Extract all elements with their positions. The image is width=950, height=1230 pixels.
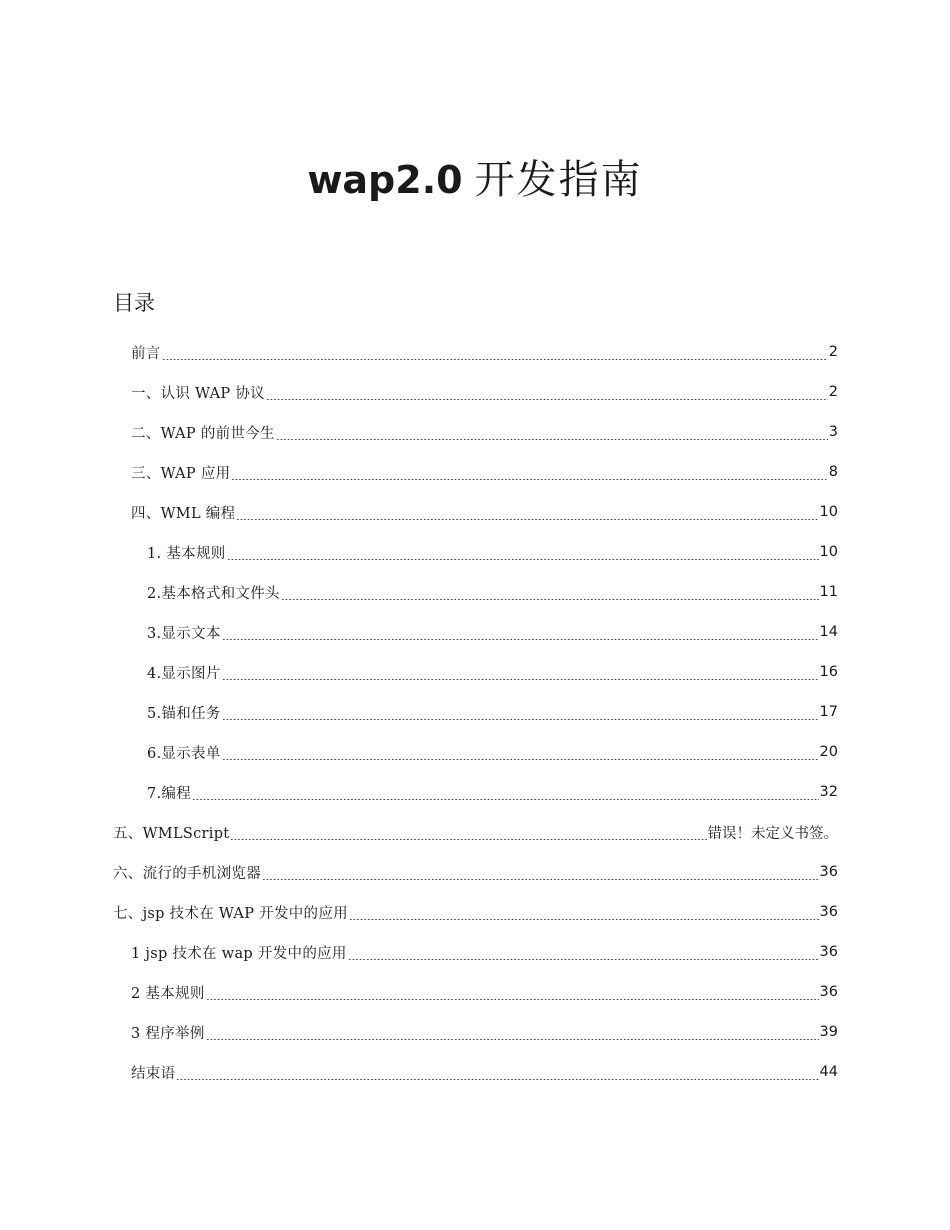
toc-leader-dots (176, 1079, 818, 1080)
toc-entry-label: 2.基本格式和文件头 (147, 585, 280, 602)
toc-leader-dots (162, 359, 828, 360)
toc-entry-label: 七、jsp 技术在 WAP 开发中的应用 (113, 905, 348, 922)
toc-heading: 目录 (113, 291, 155, 315)
toc-entry-page: 36 (819, 864, 838, 880)
toc-entry-page: 10 (819, 544, 838, 560)
toc-entry[interactable] (131, 454, 838, 490)
toc-leader-dots (231, 479, 827, 480)
toc-leader-dots (222, 639, 819, 640)
toc-entry-label: 一、认识 WAP 协议 (131, 385, 265, 402)
toc-entry-page: 36 (819, 984, 838, 1000)
toc-entry-page: 2 (828, 384, 838, 400)
toc-leader-dots (222, 719, 819, 720)
toc-entry[interactable] (147, 774, 838, 810)
toc-entry[interactable] (131, 934, 838, 970)
toc-entry[interactable] (147, 734, 838, 770)
toc-leader-dots (222, 679, 819, 680)
toc-entry-page: 2 (828, 344, 838, 360)
toc-entry-label: 三、WAP 应用 (131, 465, 231, 482)
toc-entry-page: 20 (819, 744, 838, 760)
toc-entry[interactable] (131, 1054, 838, 1090)
toc-leader-dots (192, 799, 819, 800)
toc-entry-label: 2 基本规则 (131, 985, 205, 1002)
toc-entry[interactable] (147, 654, 838, 690)
toc-entry-label: 5.锚和任务 (147, 705, 221, 722)
toc-entry-page: 39 (819, 1024, 838, 1040)
toc-entry-page: 16 (819, 664, 838, 680)
toc-entry[interactable] (147, 694, 838, 730)
toc-entry-label: 1. 基本规则 (147, 545, 226, 562)
toc-entry-label: 五、WMLScript (113, 825, 230, 842)
toc-leader-dots (206, 999, 819, 1000)
toc-entry-label: 二、WAP 的前世今生 (131, 425, 275, 442)
toc-entry-page: 36 (819, 904, 838, 920)
toc-entry[interactable] (131, 374, 838, 410)
toc-leader-dots (230, 839, 706, 840)
toc-entry-label: 4.显示图片 (147, 665, 221, 682)
toc-entry-page: 17 (819, 704, 838, 720)
toc-entry-page: 11 (819, 584, 838, 600)
document-title (0, 150, 950, 210)
toc-entry-label: 3 程序举例 (131, 1025, 205, 1042)
toc-entry-page: 8 (828, 464, 838, 480)
toc-entry-page: 36 (819, 944, 838, 960)
document-title-cjk: 开发指南 (474, 157, 643, 203)
toc-entry-page: 44 (819, 1064, 838, 1080)
toc-entry-page: 32 (819, 784, 838, 800)
toc-entry-label: 结束语 (131, 1065, 176, 1082)
toc-entry-page: 错误！未定义书签。 (707, 825, 838, 842)
toc-entry-page: 3 (828, 424, 838, 440)
toc-leader-dots (348, 959, 819, 960)
toc-entry[interactable] (147, 574, 838, 610)
toc-leader-dots (281, 599, 819, 600)
toc-entry[interactable] (147, 534, 838, 570)
toc-entry[interactable] (113, 814, 838, 850)
toc-leader-dots (276, 439, 828, 440)
toc-entry-page: 10 (819, 504, 838, 520)
toc-entry-label: 六、流行的手机浏览器 (113, 865, 261, 882)
toc-leader-dots (206, 1039, 819, 1040)
toc-entry[interactable] (147, 614, 838, 650)
toc-entry-label: 前言 (131, 345, 161, 362)
toc-entry-label: 四、WML 编程 (131, 505, 236, 522)
toc-leader-dots (262, 879, 819, 880)
toc-leader-dots (227, 559, 819, 560)
toc-entry[interactable] (131, 334, 838, 370)
toc-leader-dots (236, 519, 818, 520)
toc-entry[interactable] (131, 494, 838, 530)
toc-entry-label: 3.显示文本 (147, 625, 221, 642)
toc-entry[interactable] (113, 894, 838, 930)
toc-entry-page: 14 (819, 624, 838, 640)
toc-leader-dots (266, 399, 828, 400)
document-title-latin: wap2.0 (307, 158, 463, 202)
toc-entry-label: 6.显示表单 (147, 745, 221, 762)
toc-entry-label: 7.编程 (147, 785, 192, 802)
toc-entry-label: 1 jsp 技术在 wap 开发中的应用 (131, 945, 347, 962)
toc-entry[interactable] (131, 974, 838, 1010)
toc-entry[interactable] (131, 414, 838, 450)
toc-leader-dots (349, 919, 819, 920)
toc-entry[interactable] (131, 1014, 838, 1050)
toc-entry[interactable] (113, 854, 838, 890)
toc-leader-dots (222, 759, 819, 760)
